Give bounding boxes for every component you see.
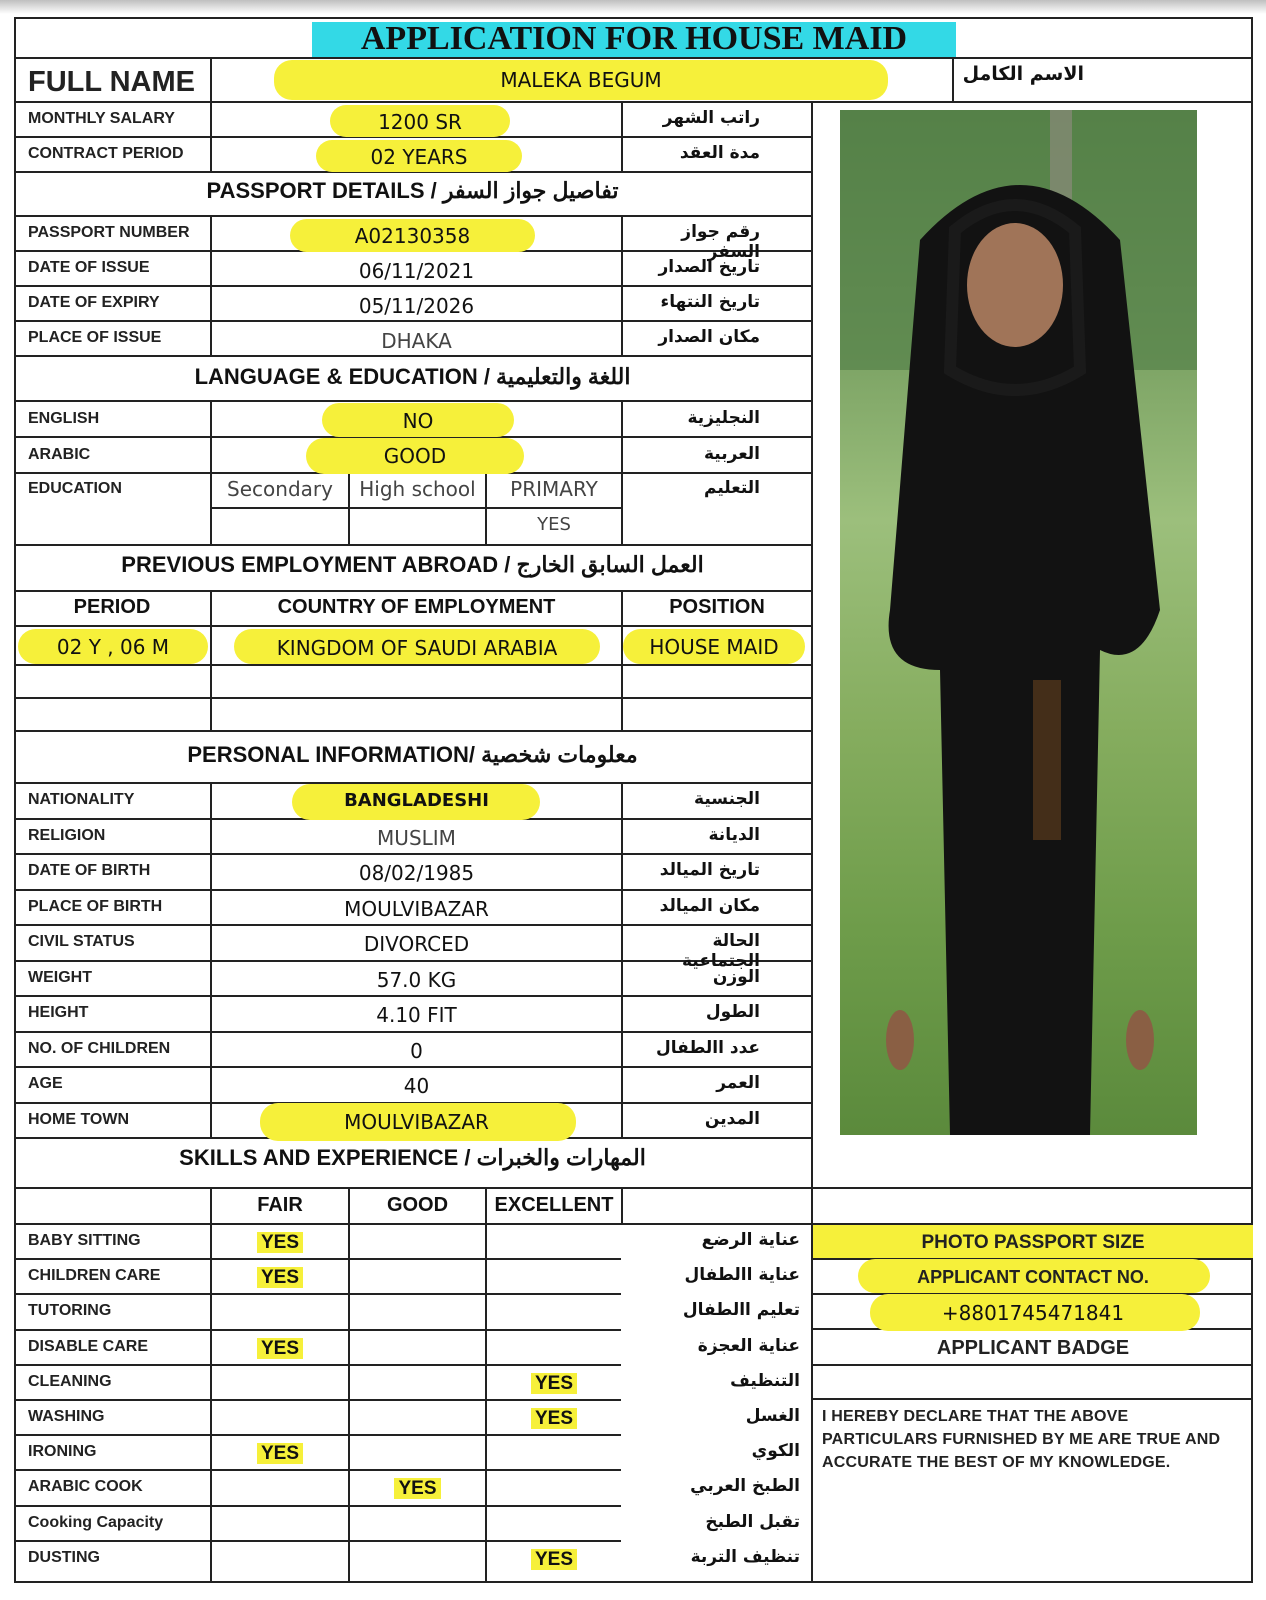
passport-number-value: A02130358 — [354, 224, 471, 248]
skill-row-arabic: عناية الرضع — [701, 1230, 800, 1250]
skills-heading: SKILLS AND EXPERIENCE / المهارات والخبرات — [179, 1145, 646, 1170]
contract-period-arabic: مدة العقد — [679, 143, 760, 163]
passport-number-arabic: رقم جواز السفر — [681, 222, 760, 262]
personal-row-arabic: الطول — [705, 1002, 760, 1022]
employment-country: KINGDOM OF SAUDI ARABIA — [276, 636, 558, 660]
monthly-salary-value: 1200 SR — [378, 110, 462, 134]
monthly-salary-arabic: راتب الشهر — [662, 108, 760, 128]
personal-row-label: HEIGHT — [28, 1004, 89, 1021]
skill-yes-text: YES — [257, 1232, 303, 1253]
skill-fair-mark — [212, 1267, 348, 1289]
personal-row-arabic: تاريخ الميالد — [659, 860, 760, 880]
skill-row-arabic: تنظيف التربة — [690, 1547, 800, 1567]
place-of-issue-label: PLACE OF ISSUE — [28, 329, 162, 346]
personal-row-label: DATE OF BIRTH — [28, 862, 151, 879]
skill-yes-text: YES — [531, 1408, 577, 1429]
date-of-issue-arabic: تاريخ الصدار — [658, 257, 760, 277]
declaration-text: I HEREBY DECLARE THAT THE ABOVE PARTICULARS FURNISHED BY ME ARE TRUE AND ACCURATE THE BEST OF MY KNOWLEDGE. — [822, 1408, 1221, 1471]
contact-label: APPLICANT CONTACT NO. — [917, 1267, 1149, 1287]
skill-row-label: CHILDREN CARE — [28, 1267, 161, 1284]
skill-row-arabic: التنظيف — [730, 1371, 800, 1391]
employment-position: HOUSE MAID — [649, 635, 779, 659]
skill-row-arabic: الغسل — [745, 1406, 800, 1426]
contract-period-label: CONTRACT PERIOD — [28, 145, 184, 162]
skill-excellent-mark — [487, 1408, 621, 1430]
skill-row-label: TUTORING — [28, 1302, 112, 1319]
col-position: POSITION — [669, 596, 765, 618]
personal-row-label: WEIGHT — [28, 969, 92, 986]
full-name-label: FULL NAME — [28, 66, 196, 98]
photo-passport-label: PHOTO PASSPORT SIZE — [921, 1232, 1145, 1253]
employment-heading: PREVIOUS EMPLOYMENT ABROAD / العمل السابق الخارج — [121, 552, 704, 577]
contact-value: +8801745471841 — [941, 1301, 1125, 1325]
personal-row-label: NATIONALITY — [28, 791, 135, 808]
col-country: COUNTRY OF EMPLOYMENT — [277, 596, 556, 618]
skill-yes-text: YES — [531, 1549, 577, 1570]
skill-good-mark — [350, 1478, 485, 1500]
skill-row-label: ARABIC COOK — [28, 1478, 143, 1495]
skill-row-label: WASHING — [28, 1408, 105, 1425]
personal-heading: PERSONAL INFORMATION/ معلومات شخصية — [187, 742, 638, 767]
passport-heading: PASSPORT DETAILS / تفاصيل جواز السفر — [206, 178, 619, 203]
personal-row-value: DIVORCED — [363, 932, 470, 956]
skill-row-arabic: تعليم االطفال — [682, 1300, 800, 1320]
passport-number-label: PASSPORT NUMBER — [28, 224, 190, 241]
english-value: NO — [402, 409, 434, 433]
full-name-value: MALEKA BEGUM — [500, 68, 662, 92]
date-of-issue-label: DATE OF ISSUE — [28, 259, 150, 276]
skill-row-label: CLEANING — [28, 1373, 112, 1390]
full-name-arabic: الاسم الكامل — [962, 63, 1084, 85]
person-illustration — [840, 110, 1197, 1135]
skill-yes-text: YES — [257, 1443, 303, 1464]
language-heading: LANGUAGE & EDUCATION / اللغة والتعليمية — [194, 364, 631, 389]
skill-yes-text: YES — [531, 1373, 577, 1394]
date-of-expiry-label: DATE OF EXPIRY — [28, 294, 160, 311]
personal-row-arabic: الجنسية — [694, 789, 760, 809]
skill-row-label: Cooking Capacity — [28, 1514, 164, 1531]
personal-row-arabic: الوزن — [712, 967, 760, 987]
date-of-expiry-arabic: تاريخ النتهاء — [660, 292, 760, 312]
education-high-school: High school — [359, 477, 476, 501]
personal-row-value: 0 — [410, 1039, 423, 1063]
place-of-issue-arabic: مكان الصدار — [658, 327, 760, 347]
col-excellent: EXCELLENT — [494, 1194, 614, 1216]
education-primary: PRIMARY — [510, 477, 598, 501]
education-primary-value: YES — [537, 514, 571, 535]
personal-row-value: MOULVIBAZAR — [344, 897, 489, 921]
skill-excellent-mark — [487, 1373, 621, 1395]
education-secondary: Secondary — [227, 477, 333, 501]
education-arabic: التعليم — [704, 478, 760, 498]
personal-row-arabic: عدد االطفال — [655, 1038, 760, 1058]
personal-row-label: HOME TOWN — [28, 1111, 130, 1128]
personal-row-value: 4.10 FIT — [376, 1003, 457, 1027]
personal-row-label: AGE — [28, 1075, 63, 1092]
skill-row-label: DISABLE CARE — [28, 1338, 149, 1355]
skill-excellent-mark — [487, 1549, 621, 1571]
english-label: ENGLISH — [28, 410, 100, 427]
personal-row-arabic: مكان الميالد — [659, 896, 760, 916]
col-fair: FAIR — [257, 1194, 303, 1216]
personal-row-value: 08/02/1985 — [358, 861, 475, 885]
arabic-language-label: ARABIC — [28, 446, 91, 463]
skill-row-arabic: تقبل الطبخ — [705, 1512, 800, 1532]
personal-row-value: BANGLADESHI — [344, 790, 489, 811]
personal-row-label: PLACE OF BIRTH — [28, 898, 163, 915]
col-period: PERIOD — [73, 596, 151, 618]
personal-row-value: 57.0 KG — [376, 968, 457, 992]
page-title: APPLICATION FOR HOUSE MAID — [360, 20, 908, 57]
arabic-language-value: GOOD — [383, 444, 447, 468]
personal-row-arabic: الديانة — [708, 825, 760, 845]
personal-row-label: RELIGION — [28, 827, 106, 844]
personal-row-arabic: العمر — [716, 1073, 760, 1093]
skill-fair-mark — [212, 1338, 348, 1360]
skill-row-label: IRONING — [28, 1443, 97, 1460]
applicant-photo — [840, 110, 1197, 1135]
applicant-badge-label: APPLICANT BADGE — [936, 1337, 1130, 1359]
personal-row-arabic: المدين — [704, 1109, 760, 1129]
employment-period: 02 Y , 06 M — [56, 635, 170, 659]
place-of-issue-value: DHAKA — [381, 329, 452, 353]
personal-row-label: CIVIL STATUS — [28, 933, 135, 950]
skill-row-arabic: الطبخ العربي — [690, 1476, 800, 1496]
skill-yes-text: YES — [257, 1267, 303, 1288]
contract-period-value: 02 YEARS — [370, 145, 468, 169]
skill-row-label: BABY SITTING — [28, 1232, 141, 1249]
skill-row-arabic: عناية العجزة — [697, 1336, 800, 1356]
arabic-language-arabic: العربية — [703, 444, 760, 464]
skill-fair-mark — [212, 1232, 348, 1254]
date-of-expiry-value: 05/11/2026 — [358, 294, 475, 318]
english-arabic: النجليزية — [687, 408, 760, 428]
date-of-issue-value: 06/11/2021 — [358, 259, 475, 283]
monthly-salary-label: MONTHLY SALARY — [28, 110, 175, 127]
skill-yes-text: YES — [257, 1338, 303, 1359]
col-good: GOOD — [386, 1194, 449, 1216]
personal-row-value: MOULVIBAZAR — [344, 1110, 489, 1134]
skill-row-arabic: عناية االطفال — [684, 1265, 800, 1285]
personal-row-label: NO. OF CHILDREN — [28, 1040, 171, 1057]
skill-fair-mark — [212, 1443, 348, 1465]
top-shadow — [0, 0, 1266, 14]
personal-row-value: 40 — [403, 1074, 430, 1098]
skill-row-arabic: الكوي — [751, 1441, 800, 1461]
personal-row-arabic: الحالة الجتماعية — [681, 931, 760, 971]
personal-row-value: MUSLIM — [377, 826, 456, 850]
education-label: EDUCATION — [28, 480, 122, 497]
skill-yes-text: YES — [394, 1478, 440, 1499]
skill-row-label: DUSTING — [28, 1549, 100, 1566]
